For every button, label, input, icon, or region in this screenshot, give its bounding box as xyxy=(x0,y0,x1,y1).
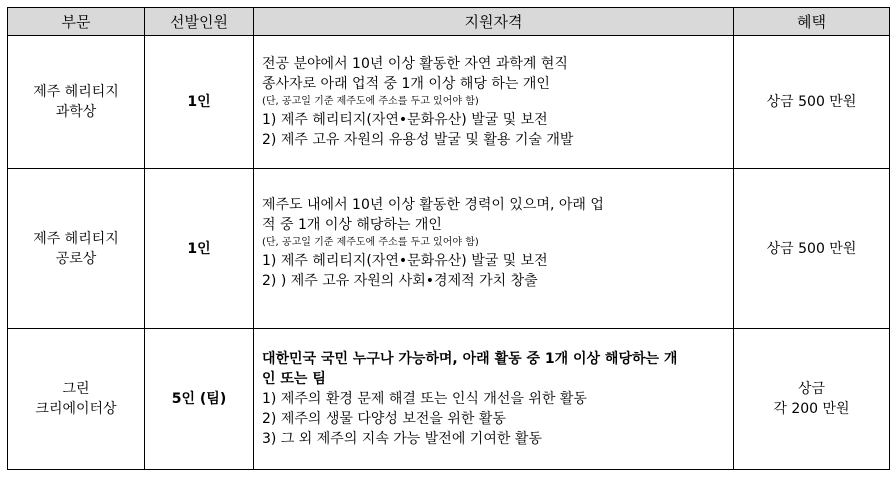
category-line: 그린 xyxy=(62,381,90,397)
count-cell: 1인 xyxy=(145,36,254,169)
category-line: 제주 헤리티지 xyxy=(33,230,119,247)
header-row xyxy=(8,8,890,36)
qualification-item: 1) 제주의 환경 문제 해결 또는 인식 개선을 위한 활동 xyxy=(262,391,587,407)
category-line: 과학상 xyxy=(55,104,97,120)
qualification-cell xyxy=(254,169,734,329)
qualification-intro-line: 인 또는 팀 xyxy=(262,371,326,387)
qualification-intro-line: 종사자로 아래 업적 중 1개 이상 해당 하는 개인 xyxy=(262,76,550,92)
qualification-item: 1) 제주 헤리티지(자연•문화유산) 발굴 및 보전 xyxy=(262,112,548,128)
qualification-item: 1) 제주 헤리티지(자연•문화유산) 발굴 및 보전 xyxy=(262,252,548,269)
header-category: 부문 xyxy=(8,8,145,36)
qualification-intro-line: 적 중 1개 이상 해당하는 개인 xyxy=(262,216,442,233)
header-count: 선발인원 xyxy=(145,8,254,36)
benefit-line: 상금 xyxy=(797,381,826,397)
award-table xyxy=(7,7,890,470)
category-cell xyxy=(8,169,145,329)
qualification-note: (단, 공고일 기준 제주도에 주소를 두고 있어야 함) xyxy=(262,96,479,107)
benefit-line: 상금 500 만원 xyxy=(766,240,857,257)
category-cell xyxy=(8,36,145,169)
qualification-item: 2) 제주의 생물 다양성 보전을 위한 활동 xyxy=(262,411,506,427)
header-benefit: 혜택 xyxy=(734,8,890,36)
count-cell: 5인 (팀) xyxy=(145,329,254,470)
table-row xyxy=(8,169,890,329)
benefit-cell xyxy=(734,169,890,329)
benefit-line: 각 200 만원 xyxy=(773,401,850,417)
header-qualification: 지원자격 xyxy=(254,8,734,36)
table-row xyxy=(8,329,890,470)
qualification-intro-line: 전공 분야에서 10년 이상 활동한 자연 과학계 현직 xyxy=(262,56,568,72)
qualification-intro-line: 제주도 내에서 10년 이상 활동한 경력이 있으며, 아래 업 xyxy=(262,196,604,213)
category-line: 공로상 xyxy=(55,250,97,267)
category-cell xyxy=(8,329,145,470)
benefit-cell xyxy=(734,36,890,169)
category-line: 크리에이터상 xyxy=(35,401,117,417)
qualification-cell xyxy=(254,36,734,169)
category-line: 제주 헤리티지 xyxy=(33,84,119,100)
qualification-item: 2) ) 제주 고유 자원의 사회•경제적 가치 창출 xyxy=(262,272,538,289)
qualification-item: 3) 그 외 제주의 지속 가능 발전에 기여한 활동 xyxy=(262,431,542,447)
table-row xyxy=(8,36,890,169)
benefit-line: 상금 500 만원 xyxy=(766,94,857,110)
qualification-cell xyxy=(254,329,734,470)
qualification-intro-line: 대한민국 국민 누구나 가능하며, 아래 활동 중 1개 이상 해당하는 개 xyxy=(262,351,678,367)
qualification-item: 2) 제주 고유 자원의 유용성 발굴 및 활용 기술 개발 xyxy=(262,132,574,148)
count-cell: 1인 xyxy=(145,169,254,329)
benefit-cell xyxy=(734,329,890,470)
qualification-note: (단, 공고일 기준 제주도에 주소를 두고 있어야 함) xyxy=(262,236,479,248)
